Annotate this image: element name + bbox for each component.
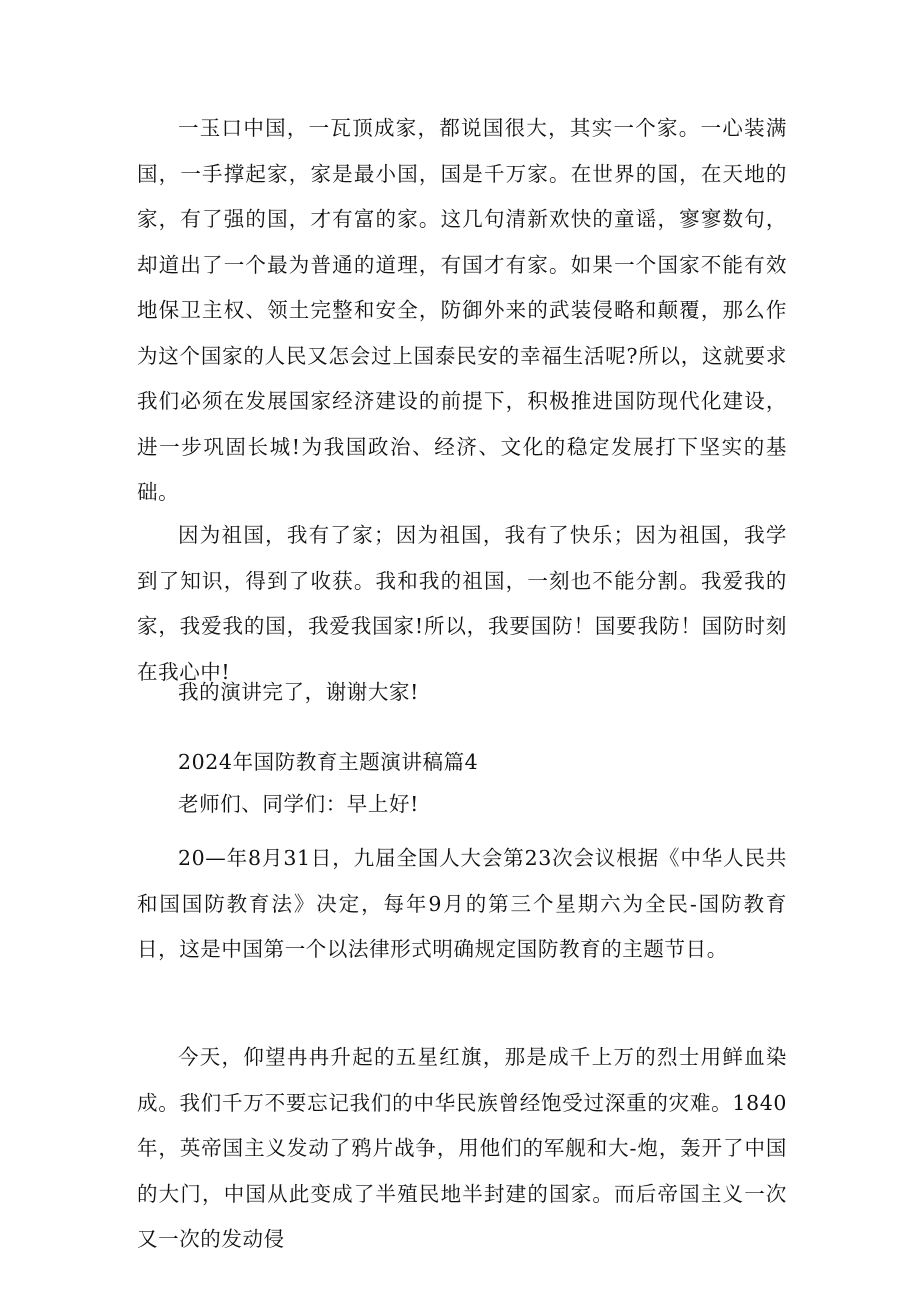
paragraph-defense-education-day: 20—年8月31日，九届全国人大会第23次会议根据《中华人民共和国国防教育法》决定，每年9月的第三个星期六为全民-国防教育日，这是中国第一个以法律形式明确规定国防教育的主题节日。 xyxy=(137,846,787,961)
paragraph-because-of-motherland: 因为祖国，我有了家；因为祖国，我有了快乐；因为祖国，我学到了知识，得到了收获。我和我的祖国，一刻也不能分割。我爱我的家，我爱我的国，我爱我国家!所以，我要国防！国要我防！国防时刻在我心中! xyxy=(137,523,787,684)
greeting-line: 老师们、同学们：早上好! xyxy=(178,792,419,816)
paragraph-home-and-country: 一玉口中国，一瓦顶成家，都说国很大，其实一个家。一心装满国，一手撑起家，家是最小国，国是千万家。在世界的国，在天地的家，有了强的国，才有富的家。这几句清新欢快的童谣，寥寥数句，却道出了一个最为普通的道理，有国才有家。如果一个国家不能有效地保卫主权、领土完整和安全，防御外来的武装侵略和颠覆，那么作为这个国家的人民又怎会过上国泰民安的幸福生活呢?所以，这就要求我们必须在发展国家经济建设的前提下，积极推进国防现代化建设，进一步巩固长城!为我国政治、经济、文化的稳定发展打下坚实的基础。 xyxy=(137,116,787,504)
paragraph-closing-thanks: 我的演讲完了，谢谢大家! xyxy=(178,680,419,704)
paragraph-history: 今天，仰望冉冉升起的五星红旗，那是成千上万的烈士用鲜血染成。我们千万不要忘记我们的中华民族曾经饱受过深重的灾难。1840年，英帝国主义发动了鸦片战争，用他们的军舰和大-炮，轰开了中国的大门，中国从此变成了半殖民地半封建的国家。而后帝国主义一次又一次的发动侵 xyxy=(137,1045,787,1251)
section-heading: 2024年国防教育主题演讲稿篇4 xyxy=(178,750,479,774)
